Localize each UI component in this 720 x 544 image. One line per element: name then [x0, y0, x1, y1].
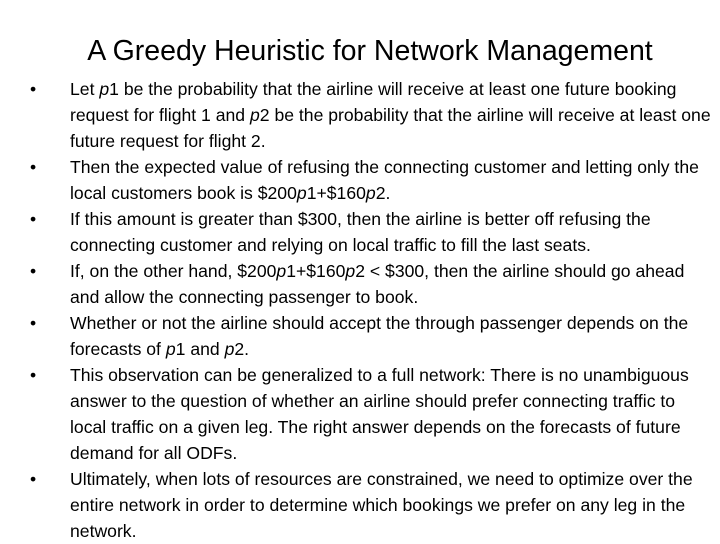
- text-run: If, on the other hand, $200: [70, 261, 277, 281]
- text-run: Let: [70, 79, 100, 99]
- bullet-item: [30, 310, 712, 362]
- bullet-point-icon: •: [30, 365, 37, 385]
- text-run: If this amount is greater than $300, then the airline is better off refusing the connecting customer and relying on local traffic to fill the last seats.: [70, 209, 651, 255]
- bullet-item: [30, 206, 712, 258]
- text-run: This observation can be generalized to a full network: There is no unambiguous answer to the question of whether an airline should prefer connecting traffic to local traffic on a given leg. The right answer depends on the forecasts of future demand for all ODFs.: [70, 365, 689, 463]
- bullet-item: [30, 76, 712, 154]
- bullet-item: [30, 258, 712, 310]
- bullet-text: [70, 261, 684, 307]
- text-run: 2.: [375, 183, 391, 203]
- variable-italic: p: [276, 261, 287, 281]
- text-run: 2 < $300, then the airline should go ahead and allow the connecting passenger to book.: [70, 261, 685, 307]
- text-run: 1+$160: [306, 183, 366, 203]
- bullet-point-icon: •: [30, 79, 37, 99]
- bullet-point-icon: •: [30, 261, 37, 281]
- bullet-point-icon: •: [30, 209, 37, 229]
- bullet-list: [30, 76, 712, 544]
- bullet-point-icon: •: [30, 313, 37, 333]
- variable-italic: p: [296, 183, 307, 203]
- text-run: 2 be the probability that the airline will receive at least one future request for flight 2.: [70, 105, 711, 151]
- bullet-item: [30, 466, 712, 544]
- bullet-text: [70, 365, 689, 463]
- text-run: 2.: [234, 339, 250, 359]
- variable-italic: p: [165, 339, 176, 359]
- bullet-text: [70, 209, 651, 255]
- bullet-point-icon: •: [30, 469, 37, 489]
- variable-italic: p: [99, 79, 110, 99]
- bullet-point-icon: •: [30, 157, 37, 177]
- text-run: Whether or not the airline should accept the through passenger depends on the forecasts of: [70, 313, 689, 359]
- variable-italic: p: [224, 339, 235, 359]
- variable-italic: p: [345, 261, 356, 281]
- variable-italic: p: [365, 183, 376, 203]
- text-run: Ultimately, when lots of resources are constrained, we need to optimize over the entire network in order to determine which bookings we prefer on any leg in the network.: [70, 469, 693, 541]
- bullet-item: [30, 362, 712, 466]
- text-run: 1 and: [175, 339, 225, 359]
- bullet-text: [70, 313, 688, 359]
- text-run: 1 be the probability that the airline will receive at least one future booking request for flight 1 and: [70, 79, 677, 125]
- bullet-item: [30, 154, 712, 206]
- bullet-text: [70, 79, 711, 151]
- slide-title: A Greedy Heuristic for Network Management: [87, 35, 653, 67]
- variable-italic: p: [249, 105, 260, 125]
- text-run: 1+$160: [286, 261, 346, 281]
- bullet-text: [70, 157, 699, 203]
- text-run: Then the expected value of refusing the connecting customer and letting only the local customers book is $200: [70, 157, 699, 203]
- bullet-text: [70, 469, 693, 541]
